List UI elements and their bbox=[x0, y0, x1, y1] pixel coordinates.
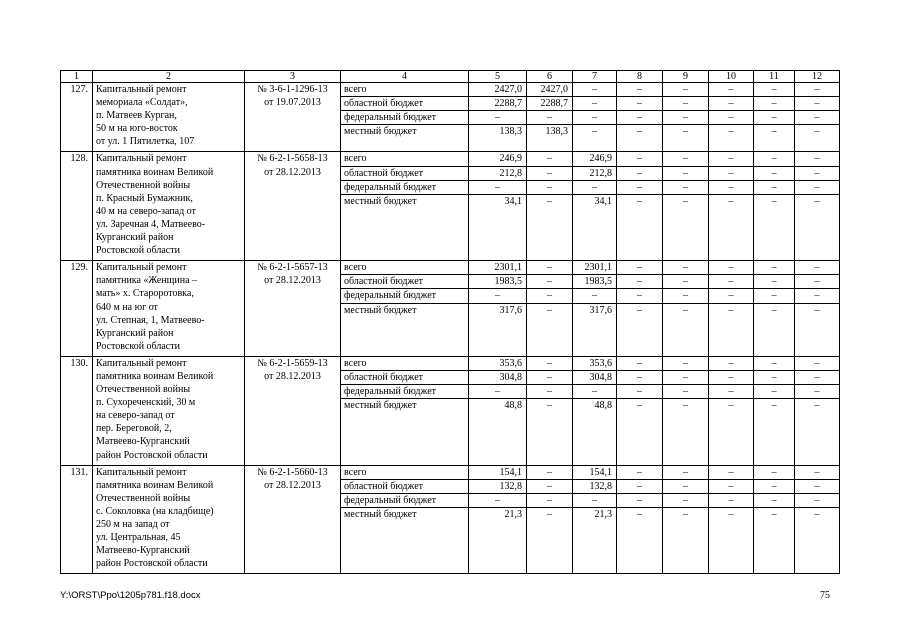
object-name-line: с. Соколовка (на кладбище) bbox=[96, 505, 214, 517]
object-name-line: Капитальный ремонт bbox=[96, 153, 187, 165]
object-name-line: п. Красный Бумажник, bbox=[96, 192, 193, 204]
budget-source: областной бюджет bbox=[341, 479, 469, 493]
amount-cell: 2288,7 bbox=[527, 97, 573, 111]
amount-cell: – bbox=[709, 97, 754, 111]
object-name-line: п. Матвеев Курган, bbox=[96, 110, 177, 122]
amount-cell: – bbox=[795, 356, 840, 370]
amount-cell: – bbox=[795, 385, 840, 399]
object-name-line: мать» х. Староротовка, bbox=[96, 288, 194, 300]
amount-cell: – bbox=[617, 479, 663, 493]
amount-cell: – bbox=[754, 493, 795, 507]
amount-cell: 1983,5 bbox=[469, 275, 527, 289]
amount-cell: 304,8 bbox=[469, 371, 527, 385]
row-number: 127. bbox=[61, 83, 93, 152]
object-name-line: ул. Центральная, 45 bbox=[96, 532, 181, 544]
column-header-12: 12 bbox=[795, 71, 840, 83]
budget-source: федеральный бюджет bbox=[341, 289, 469, 303]
object-name-line: ул. Степная, 1, Матвеево- bbox=[96, 314, 205, 326]
amount-cell: – bbox=[663, 152, 709, 166]
amount-cell: – bbox=[754, 125, 795, 152]
amount-cell: – bbox=[527, 289, 573, 303]
column-header-11: 11 bbox=[754, 71, 795, 83]
amount-cell: – bbox=[663, 399, 709, 466]
amount-cell: – bbox=[663, 111, 709, 125]
amount-cell: – bbox=[709, 303, 754, 356]
amount-cell: 132,8 bbox=[573, 479, 617, 493]
column-header-6: 6 bbox=[527, 71, 573, 83]
amount-cell: – bbox=[709, 125, 754, 152]
amount-cell: – bbox=[527, 399, 573, 466]
table-row bbox=[61, 465, 840, 479]
budget-source: местный бюджет bbox=[341, 125, 469, 152]
amount-cell: – bbox=[663, 83, 709, 97]
amount-cell: – bbox=[527, 303, 573, 356]
budget-source: местный бюджет bbox=[341, 194, 469, 261]
amount-cell: – bbox=[617, 371, 663, 385]
amount-cell: – bbox=[573, 385, 617, 399]
amount-cell: – bbox=[709, 289, 754, 303]
amount-cell: – bbox=[527, 180, 573, 194]
document-line: от 28.12.2013 bbox=[264, 166, 321, 178]
amount-cell: – bbox=[617, 261, 663, 275]
amount-cell: – bbox=[795, 83, 840, 97]
object-name-line: Отечественной войны bbox=[96, 492, 191, 504]
amount-cell: – bbox=[663, 303, 709, 356]
object-name-line: пер. Береговой, 2, bbox=[96, 423, 172, 435]
budget-source: всего bbox=[341, 261, 469, 275]
table-body bbox=[61, 71, 840, 574]
amount-cell: – bbox=[795, 125, 840, 152]
amount-cell: – bbox=[527, 371, 573, 385]
amount-cell: – bbox=[795, 493, 840, 507]
budget-source: областной бюджет bbox=[341, 371, 469, 385]
amount-cell: – bbox=[573, 83, 617, 97]
amount-cell: – bbox=[754, 261, 795, 275]
amount-cell: – bbox=[754, 385, 795, 399]
amount-cell: – bbox=[754, 97, 795, 111]
amount-cell: – bbox=[709, 275, 754, 289]
document-line: от 28.12.2013 bbox=[264, 275, 321, 287]
object-name-line: п. Сухореченский, 30 м bbox=[96, 397, 196, 409]
amount-cell: 132,8 bbox=[469, 479, 527, 493]
table-row bbox=[61, 356, 840, 370]
expertise-document bbox=[245, 152, 341, 261]
object-name-line: Капитальный ремонт bbox=[96, 262, 187, 274]
amount-cell: – bbox=[527, 166, 573, 180]
amount-cell: 34,1 bbox=[573, 194, 617, 261]
object-name bbox=[93, 152, 245, 261]
amount-cell: – bbox=[527, 385, 573, 399]
budget-source: областной бюджет bbox=[341, 275, 469, 289]
expertise-document bbox=[245, 465, 341, 574]
amount-cell: – bbox=[709, 479, 754, 493]
object-name-line: 50 м на юго-восток bbox=[96, 123, 178, 135]
amount-cell: – bbox=[663, 125, 709, 152]
document-line: от 28.12.2013 bbox=[264, 371, 321, 383]
table-row bbox=[61, 83, 840, 97]
amount-cell: – bbox=[573, 97, 617, 111]
object-name-line: Отечественной войны bbox=[96, 179, 191, 191]
object-name-line: Ростовской области bbox=[96, 245, 180, 257]
amount-cell: – bbox=[573, 493, 617, 507]
amount-cell: – bbox=[795, 479, 840, 493]
amount-cell: – bbox=[617, 399, 663, 466]
amount-cell: – bbox=[795, 180, 840, 194]
document-line: № 6-2-1-5657-13 bbox=[257, 262, 328, 274]
amount-cell: – bbox=[795, 97, 840, 111]
document-line: № 6-2-1-5660-13 bbox=[257, 466, 328, 478]
amount-cell: – bbox=[754, 83, 795, 97]
object-name-line: Капитальный ремонт bbox=[96, 466, 187, 478]
object-name-line: памятника воинам Великой bbox=[96, 479, 214, 491]
budget-source: местный бюджет bbox=[341, 507, 469, 574]
header-row bbox=[61, 71, 840, 83]
object-name-line: ул. Заречная 4, Матвеево- bbox=[96, 218, 206, 230]
amount-cell: 1983,5 bbox=[573, 275, 617, 289]
amount-cell: 317,6 bbox=[573, 303, 617, 356]
amount-cell: – bbox=[754, 111, 795, 125]
amount-cell: – bbox=[709, 465, 754, 479]
amount-cell: – bbox=[754, 194, 795, 261]
amount-cell: 2427,0 bbox=[527, 83, 573, 97]
amount-cell: 48,8 bbox=[469, 399, 527, 466]
budget-source: всего bbox=[341, 152, 469, 166]
amount-cell: – bbox=[617, 493, 663, 507]
amount-cell: – bbox=[617, 289, 663, 303]
amount-cell: – bbox=[527, 493, 573, 507]
column-header-3: 3 bbox=[245, 71, 341, 83]
object-name-line: памятника воинам Великой bbox=[96, 371, 214, 383]
amount-cell: 2301,1 bbox=[573, 261, 617, 275]
amount-cell: 138,3 bbox=[469, 125, 527, 152]
amount-cell: – bbox=[617, 83, 663, 97]
amount-cell: 212,8 bbox=[573, 166, 617, 180]
object-name-line: Капитальный ремонт bbox=[96, 84, 187, 95]
amount-cell: – bbox=[754, 303, 795, 356]
object-name-line: Матвеево-Курганский bbox=[96, 436, 190, 448]
amount-cell: – bbox=[527, 275, 573, 289]
budget-source: федеральный бюджет bbox=[341, 180, 469, 194]
amount-cell: 154,1 bbox=[469, 465, 527, 479]
budget-source: федеральный бюджет bbox=[341, 111, 469, 125]
amount-cell: – bbox=[617, 125, 663, 152]
amount-cell: – bbox=[709, 194, 754, 261]
object-name-line: район Ростовской области bbox=[96, 558, 208, 570]
amount-cell: – bbox=[469, 385, 527, 399]
amount-cell: – bbox=[795, 166, 840, 180]
object-name-line: 250 м на запад от bbox=[96, 519, 170, 531]
amount-cell: 21,3 bbox=[469, 507, 527, 574]
budget-source: областной бюджет bbox=[341, 97, 469, 111]
budget-source: федеральный бюджет bbox=[341, 385, 469, 399]
object-name-line: памятника «Женщина – bbox=[96, 275, 198, 287]
column-header-4: 4 bbox=[341, 71, 469, 83]
amount-cell: – bbox=[573, 289, 617, 303]
amount-cell: – bbox=[795, 465, 840, 479]
amount-cell: – bbox=[573, 111, 617, 125]
amount-cell: – bbox=[795, 303, 840, 356]
amount-cell: 2427,0 bbox=[469, 83, 527, 97]
amount-cell: – bbox=[795, 275, 840, 289]
amount-cell: – bbox=[709, 356, 754, 370]
amount-cell: – bbox=[754, 289, 795, 303]
amount-cell: – bbox=[709, 385, 754, 399]
table-row bbox=[61, 152, 840, 166]
object-name-line: памятника воинам Великой bbox=[96, 166, 214, 178]
amount-cell: – bbox=[709, 399, 754, 466]
object-name-line: от ул. 1 Пятилетка, 107 bbox=[96, 136, 195, 148]
amount-cell: 34,1 bbox=[469, 194, 527, 261]
amount-cell: 21,3 bbox=[573, 507, 617, 574]
amount-cell: – bbox=[663, 507, 709, 574]
amount-cell: – bbox=[617, 465, 663, 479]
amount-cell: – bbox=[469, 493, 527, 507]
amount-cell: – bbox=[663, 166, 709, 180]
amount-cell: – bbox=[754, 166, 795, 180]
amount-cell: – bbox=[527, 479, 573, 493]
amount-cell: – bbox=[663, 194, 709, 261]
amount-cell: – bbox=[709, 180, 754, 194]
amount-cell: – bbox=[709, 111, 754, 125]
amount-cell: – bbox=[709, 493, 754, 507]
object-name-line: Курганский район bbox=[96, 327, 174, 339]
amount-cell: – bbox=[527, 465, 573, 479]
amount-cell: – bbox=[469, 289, 527, 303]
amount-cell: – bbox=[663, 385, 709, 399]
amount-cell: – bbox=[527, 507, 573, 574]
amount-cell: 246,9 bbox=[469, 152, 527, 166]
amount-cell: 353,6 bbox=[573, 356, 617, 370]
program-table bbox=[60, 70, 840, 574]
amount-cell: – bbox=[527, 194, 573, 261]
amount-cell: 212,8 bbox=[469, 166, 527, 180]
expertise-document bbox=[245, 83, 341, 152]
footer-file-path: Y:\ORST\Ppo\1205p781.f18.docx bbox=[60, 590, 201, 601]
amount-cell: 48,8 bbox=[573, 399, 617, 466]
amount-cell: – bbox=[617, 303, 663, 356]
budget-source: всего bbox=[341, 83, 469, 97]
object-name bbox=[93, 261, 245, 357]
document-line: от 19.07.2013 bbox=[264, 97, 321, 109]
amount-cell: 138,3 bbox=[527, 125, 573, 152]
amount-cell: – bbox=[754, 180, 795, 194]
object-name-line: Капитальный ремонт bbox=[96, 357, 187, 369]
expertise-document bbox=[245, 261, 341, 357]
amount-cell: – bbox=[573, 125, 617, 152]
amount-cell: – bbox=[617, 385, 663, 399]
amount-cell: 2301,1 bbox=[469, 261, 527, 275]
amount-cell: – bbox=[469, 180, 527, 194]
object-name-line: Матвеево-Курганский bbox=[96, 545, 190, 557]
object-name bbox=[93, 465, 245, 574]
amount-cell: – bbox=[663, 465, 709, 479]
amount-cell: 353,6 bbox=[469, 356, 527, 370]
object-name bbox=[93, 356, 245, 465]
column-header-7: 7 bbox=[573, 71, 617, 83]
column-header-1: 1 bbox=[61, 71, 93, 83]
row-number: 128. bbox=[61, 152, 93, 261]
amount-cell: – bbox=[617, 275, 663, 289]
amount-cell: – bbox=[617, 194, 663, 261]
amount-cell: 246,9 bbox=[573, 152, 617, 166]
column-header-5: 5 bbox=[469, 71, 527, 83]
document-line: № 3-6-1-1296-13 bbox=[257, 84, 328, 95]
amount-cell: – bbox=[709, 507, 754, 574]
object-name-line: Отечественной войны bbox=[96, 384, 191, 396]
object-name-line: Курганский район bbox=[96, 232, 174, 244]
object-name-line: 640 м на юг от bbox=[96, 301, 158, 313]
budget-source: местный бюджет bbox=[341, 303, 469, 356]
amount-cell: – bbox=[754, 479, 795, 493]
object-name-line: 40 м на северо-запад от bbox=[96, 205, 196, 217]
object-name-line: мемориала «Солдат», bbox=[96, 97, 188, 109]
amount-cell: – bbox=[795, 111, 840, 125]
amount-cell: – bbox=[663, 371, 709, 385]
object-name-line: район Ростовской области bbox=[96, 449, 208, 461]
amount-cell: – bbox=[709, 83, 754, 97]
amount-cell: – bbox=[795, 371, 840, 385]
row-number: 131. bbox=[61, 465, 93, 574]
amount-cell: – bbox=[754, 399, 795, 466]
budget-source: всего bbox=[341, 465, 469, 479]
amount-cell: 2288,7 bbox=[469, 97, 527, 111]
amount-cell: – bbox=[527, 152, 573, 166]
amount-cell: – bbox=[663, 97, 709, 111]
amount-cell: – bbox=[527, 261, 573, 275]
amount-cell: – bbox=[709, 166, 754, 180]
row-number: 130. bbox=[61, 356, 93, 465]
page-number: 75 bbox=[820, 590, 830, 601]
column-header-8: 8 bbox=[617, 71, 663, 83]
amount-cell: – bbox=[663, 356, 709, 370]
expertise-document bbox=[245, 356, 341, 465]
amount-cell: – bbox=[754, 465, 795, 479]
column-header-10: 10 bbox=[709, 71, 754, 83]
amount-cell: – bbox=[795, 399, 840, 466]
amount-cell: – bbox=[795, 194, 840, 261]
document-line: № 6-2-1-5658-13 bbox=[257, 153, 328, 165]
document-line: № 6-2-1-5659-13 bbox=[257, 357, 328, 369]
amount-cell: – bbox=[663, 289, 709, 303]
amount-cell: – bbox=[795, 261, 840, 275]
amount-cell: – bbox=[754, 275, 795, 289]
amount-cell: – bbox=[795, 152, 840, 166]
object-name bbox=[93, 83, 245, 152]
amount-cell: – bbox=[617, 356, 663, 370]
object-name-line: на северо-запад от bbox=[96, 410, 175, 422]
amount-cell: – bbox=[795, 507, 840, 574]
row-number: 129. bbox=[61, 261, 93, 357]
document-line: от 28.12.2013 bbox=[264, 479, 321, 491]
amount-cell: 317,6 bbox=[469, 303, 527, 356]
amount-cell: – bbox=[795, 289, 840, 303]
amount-cell: – bbox=[709, 261, 754, 275]
amount-cell: – bbox=[617, 507, 663, 574]
amount-cell: – bbox=[527, 111, 573, 125]
amount-cell: – bbox=[709, 371, 754, 385]
amount-cell: 154,1 bbox=[573, 465, 617, 479]
amount-cell: – bbox=[663, 261, 709, 275]
amount-cell: – bbox=[754, 152, 795, 166]
budget-source: всего bbox=[341, 356, 469, 370]
amount-cell: 304,8 bbox=[573, 371, 617, 385]
amount-cell: – bbox=[754, 371, 795, 385]
object-name-line: Ростовской области bbox=[96, 340, 180, 352]
amount-cell: – bbox=[663, 493, 709, 507]
budget-source: федеральный бюджет bbox=[341, 493, 469, 507]
amount-cell: – bbox=[617, 152, 663, 166]
table-row bbox=[61, 261, 840, 275]
column-header-2: 2 bbox=[93, 71, 245, 83]
amount-cell: – bbox=[663, 479, 709, 493]
amount-cell: – bbox=[469, 111, 527, 125]
amount-cell: – bbox=[663, 180, 709, 194]
amount-cell: – bbox=[617, 111, 663, 125]
amount-cell: – bbox=[754, 507, 795, 574]
amount-cell: – bbox=[617, 166, 663, 180]
budget-source: местный бюджет bbox=[341, 399, 469, 466]
amount-cell: – bbox=[709, 152, 754, 166]
amount-cell: – bbox=[754, 356, 795, 370]
amount-cell: – bbox=[573, 180, 617, 194]
budget-source: областной бюджет bbox=[341, 166, 469, 180]
amount-cell: – bbox=[663, 275, 709, 289]
amount-cell: – bbox=[617, 97, 663, 111]
amount-cell: – bbox=[527, 356, 573, 370]
column-header-9: 9 bbox=[663, 71, 709, 83]
amount-cell: – bbox=[617, 180, 663, 194]
